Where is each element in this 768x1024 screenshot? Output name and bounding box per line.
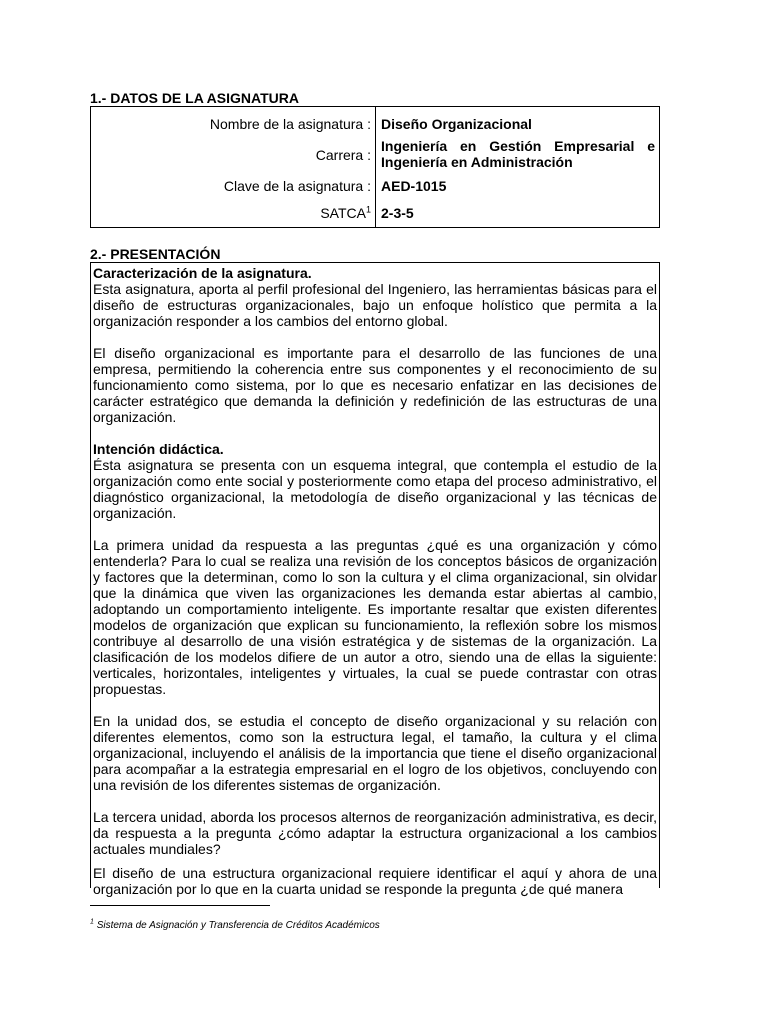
paragraph: En la unidad dos, se estudia el concepto de diseño organizacional y su relación con diferentes elementos, como son la estructura legal, el tamaño, la cultura y el clima organizacional, incluyendo el análisis de la importancia que tiene el diseño organizacional para acompañar a la estrategia empresarial en el logro de los objetivos, concluyendo con una revisión de los diferentes sistemas de organización. — [93, 713, 657, 793]
paragraph: La primera unidad da respuesta a las preguntas ¿qué es una organización y cómo entenderla? Para lo cual se realiza una revisión de los conceptos básicos de organización y factores que la determinan, como lo son la cultura y el clima organizacional, sin olvidar que la dinámica que viven las organizaciones les demanda estar abiertas al cambio, adoptando un comportamiento inteligente. Es importante resaltar que existen diferentes modelos de organización que explican su funcionamiento, la reflexión sobre los mismos contribuye al desarrollo de una visión estratégica y de sistemas de la organización. La clasificación de los modelos difiere de un autor a otro, siendo una de ellas la siguiente: verticales, horizontales, inteligentes y virtuales, la cual se puede contrastar con otras propuestas. — [93, 537, 657, 697]
footnote-rule — [90, 905, 270, 906]
row-label: Carrera : — [315, 147, 371, 163]
row-label: Clave de la asignatura : — [223, 178, 371, 194]
table-divider — [375, 107, 376, 227]
paragraph: La tercera unidad, aborda los procesos alternos de reorganización administrativa, es decir, da respuesta a la pregunta ¿cómo adaptar la estructura organizacional a los cambios actuales mundiales? — [93, 809, 657, 857]
caracterizacion-heading: Caracterización de la asignatura. — [93, 265, 312, 281]
footnote — [90, 920, 380, 932]
row-label: Nombre de la asignatura : — [209, 116, 371, 132]
intencion-heading: Intención didáctica. — [93, 441, 224, 457]
presentacion-box — [90, 262, 660, 897]
row-value: Ingeniería en Gestión Empresarial e Ingeniería en Administración — [381, 138, 655, 170]
row-label — [320, 205, 371, 221]
paragraph: El diseño de una estructura organizacional requiere identificar el aquí y ahora de una organización por lo que en la cuarta unidad se responde la pregunta ¿de qué manera — [93, 865, 657, 897]
paragraph: Ésta asignatura se presenta con un esquema integral, que contempla el estudio de la organización como ente social y posteriormente como etapa del proceso administrativo, el diagnóstico organizacional, la metodología de diseño organizacional y las técnicas de organización. — [93, 457, 657, 521]
row-value: AED-1015 — [381, 178, 447, 194]
paragraph: Esta asignatura, aporta al perfil profesional del Ingeniero, las herramientas básicas para el diseño de estructuras organizacionales, bajo un enfoque holístico que permita a la organización responder a los cambios del entorno global. — [93, 281, 657, 329]
row-value: 2-3-5 — [381, 205, 414, 221]
footnote-ref: 1 — [365, 204, 371, 215]
datos-table — [90, 106, 660, 228]
footnote-text: Sistema de Asignación y Transferencia de Créditos Académicos — [96, 920, 380, 931]
paragraph: El diseño organizacional es importante para el desarrollo de las funciones de una empresa, permitiendo la coherencia entre sus componentes y el reconocimiento de su funcionamiento como sistema, por lo que es necesario enfatizar en las decisiones de carácter estratégico que demanda la definición y redefinición de las estructuras de una organización. — [93, 345, 657, 425]
satca-label: SATCA — [320, 205, 366, 221]
row-value: Diseño Organizacional — [381, 116, 532, 132]
footnote-marker: 1 — [90, 918, 94, 926]
section2-title: 2.- PRESENTACIÓN — [90, 246, 221, 262]
section1-title: 1.- DATOS DE LA ASIGNATURA — [90, 90, 299, 106]
